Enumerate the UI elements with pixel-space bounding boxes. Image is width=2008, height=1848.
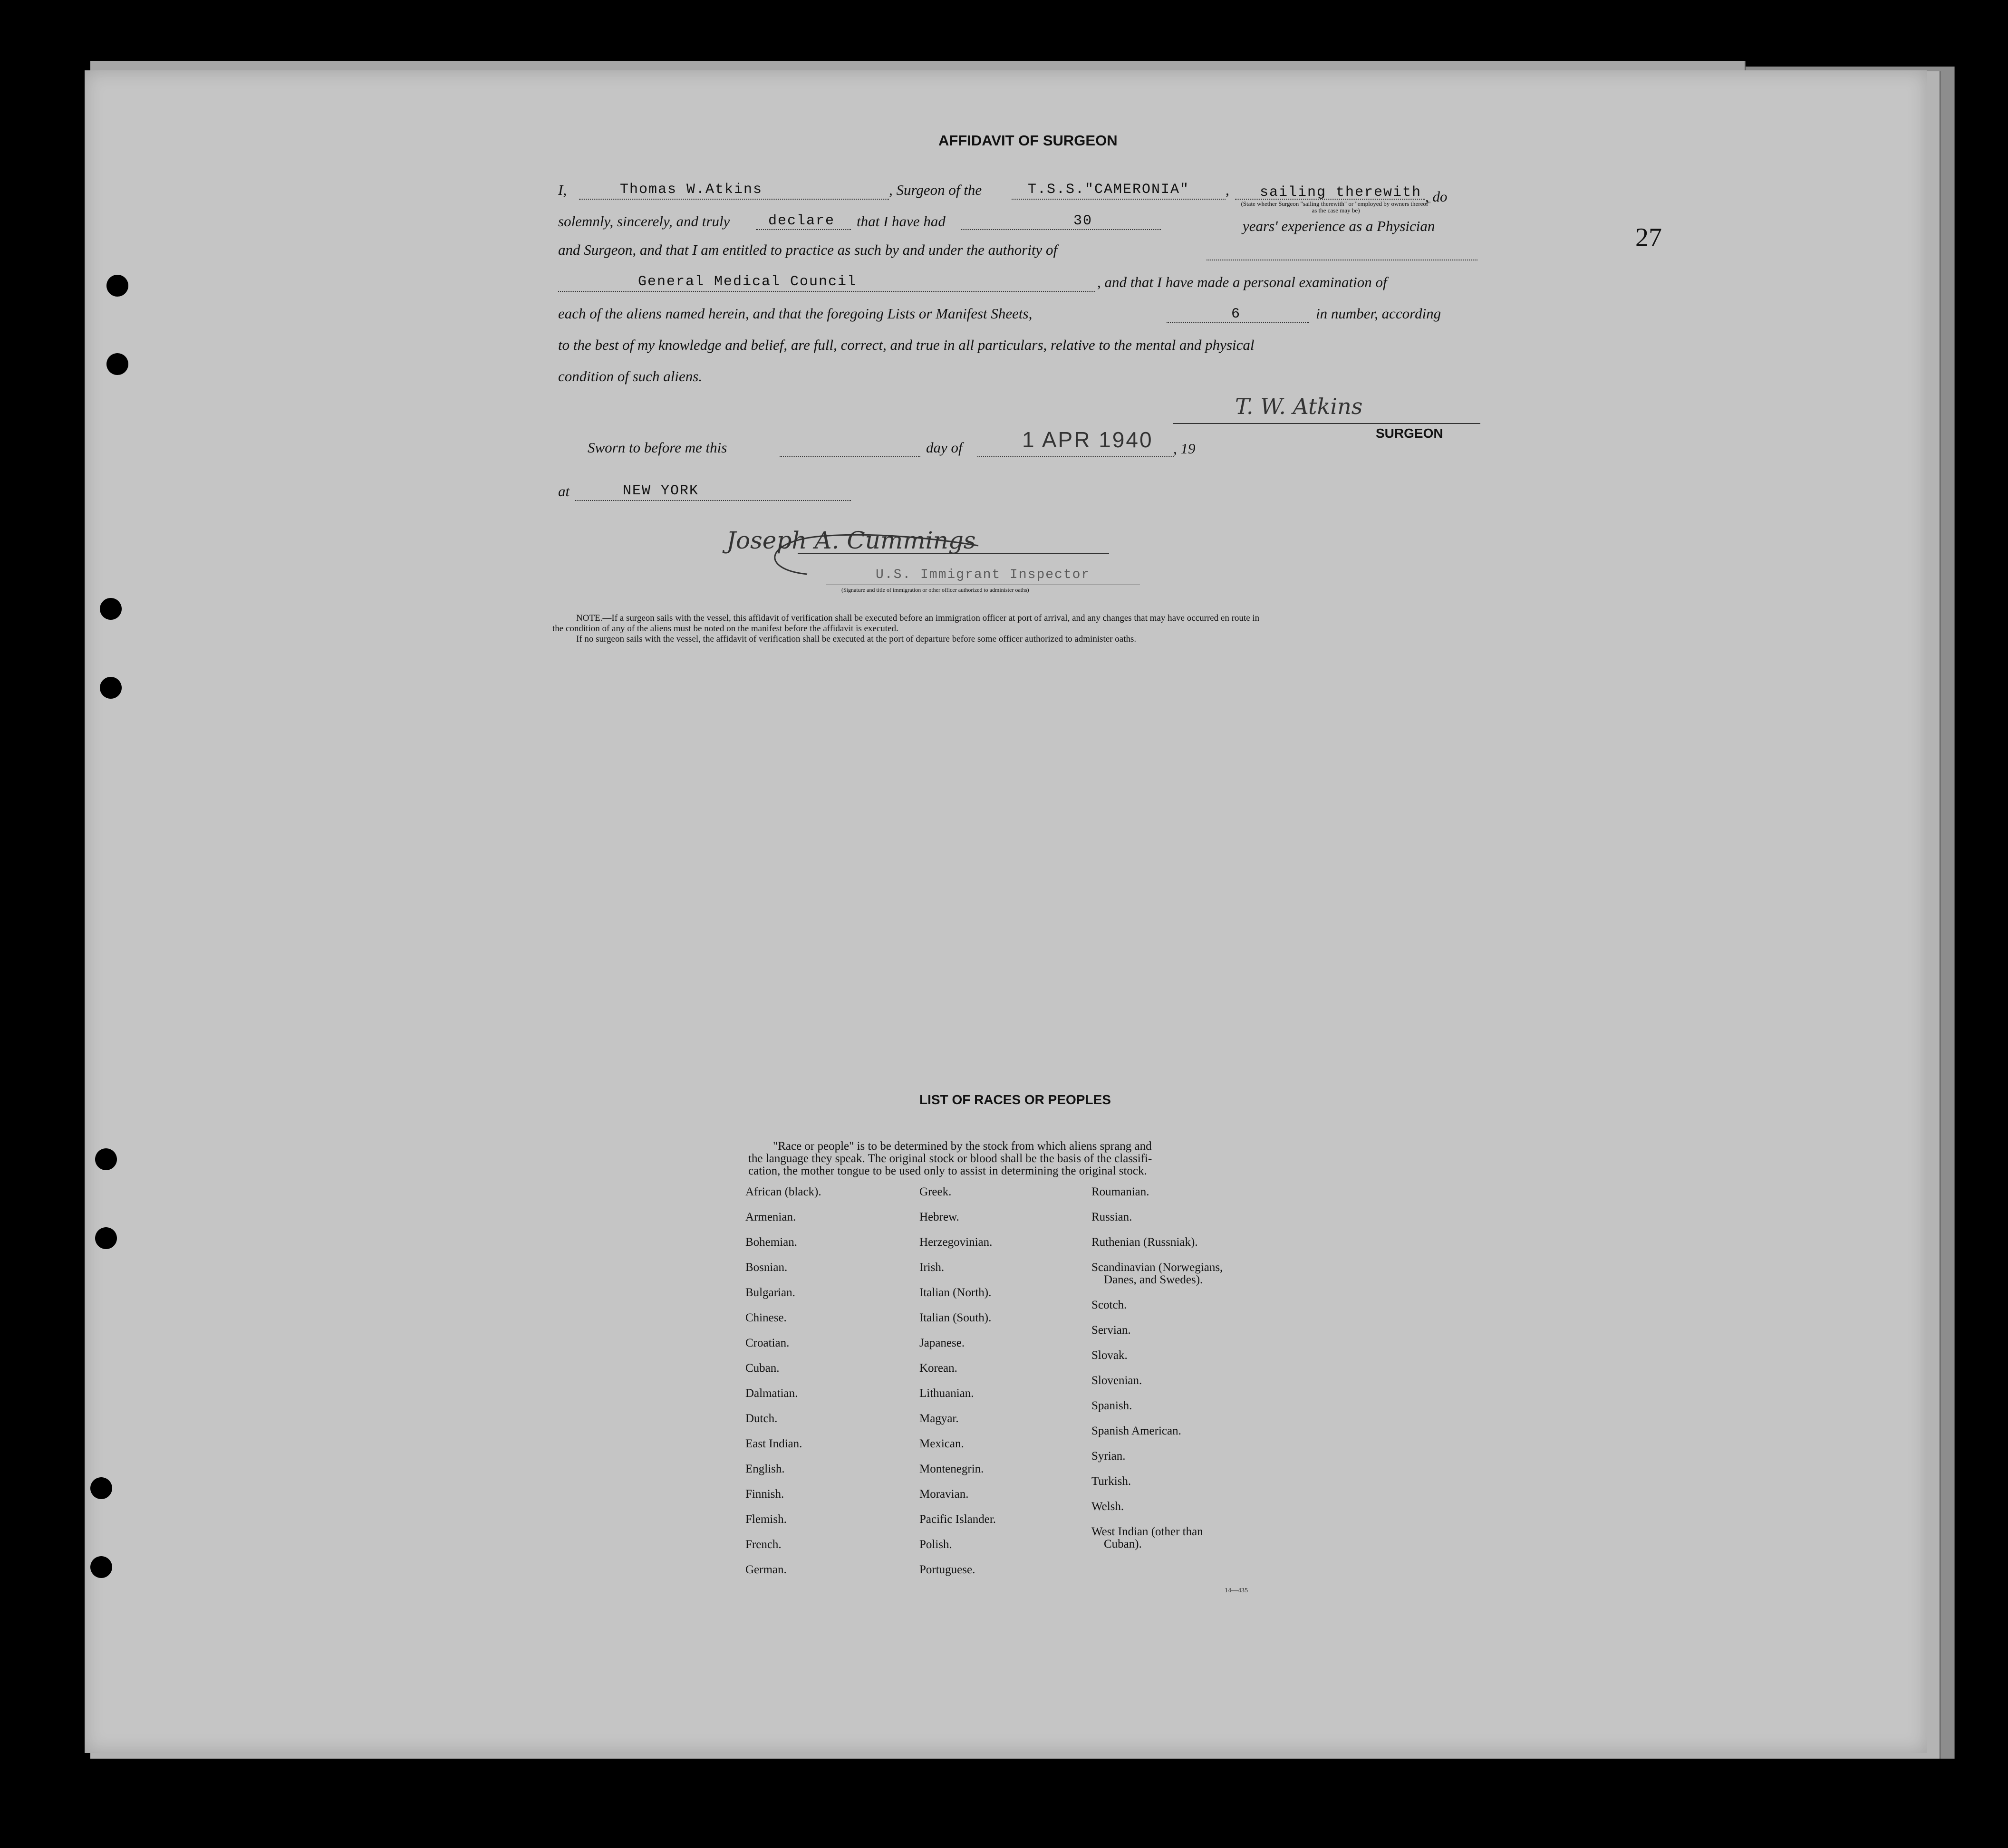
- examination-label: , and that I have made a personal examination of: [1097, 274, 1387, 290]
- race-entry: Danes, and Swedes).: [1104, 1273, 1203, 1286]
- binder-hole: [106, 275, 128, 297]
- race-entry: Japanese.: [919, 1337, 965, 1349]
- race-entry: Dutch.: [745, 1412, 778, 1425]
- year-prefix: , 19: [1173, 440, 1196, 457]
- race-entry: Herzegovinian.: [919, 1236, 993, 1249]
- races-intro-1: "Race or people" is to be determined by the stock from which aliens sprang and: [773, 1140, 1152, 1153]
- do-label: , do: [1425, 188, 1448, 205]
- have-had-label: that I have had: [857, 213, 946, 230]
- race-entry: Bohemian.: [745, 1236, 798, 1249]
- affidavit-title: AFFIDAVIT OF SURGEON: [938, 132, 1118, 149]
- race-entry: Magyar.: [919, 1412, 959, 1425]
- race-entry: Dalmatian.: [745, 1387, 798, 1400]
- date-stamp: 1 APR 1940: [1022, 427, 1153, 452]
- races-intro-2: the language they speak. The original stock or blood shall be the basis of the classifi-: [748, 1152, 1152, 1165]
- race-entry: Spanish.: [1091, 1399, 1132, 1412]
- race-entry: Roumanian.: [1091, 1185, 1149, 1198]
- race-entry: Turkish.: [1091, 1475, 1131, 1488]
- race-entry: Finnish.: [745, 1488, 784, 1501]
- race-entry: Welsh.: [1091, 1500, 1124, 1513]
- binder-hole: [95, 1148, 117, 1170]
- race-entry: Ruthenian (Russniak).: [1091, 1236, 1198, 1249]
- binder-hole: [95, 1227, 117, 1249]
- race-entry: Pacific Islander.: [919, 1513, 996, 1526]
- binder-hole: [106, 353, 128, 375]
- race-entry: Russian.: [1091, 1211, 1132, 1223]
- race-entry: Hebrew.: [919, 1211, 959, 1223]
- race-entry: Korean.: [919, 1362, 957, 1375]
- knowledge-line: to the best of my knowledge and belief, are full, correct, and true in all particulars, relative to the mental and physical: [558, 337, 1255, 353]
- sailing-note: (State whether Surgeon "sailing therewith" or "employed by owners thereof" as the case may be): [1241, 200, 1431, 214]
- race-entry: Chinese.: [745, 1311, 787, 1324]
- race-entry: African (black).: [745, 1185, 821, 1198]
- race-entry: Bosnian.: [745, 1261, 788, 1274]
- ship-name: T.S.S."CAMERONIA": [1028, 182, 1190, 198]
- race-entry: Scandinavian (Norwegians,: [1091, 1261, 1223, 1274]
- page-number: 27: [1635, 223, 1662, 252]
- surgeon-name: Thomas W.Atkins: [620, 182, 763, 198]
- races-title: LIST OF RACES OR PEOPLES: [919, 1092, 1111, 1107]
- manifest-line: each of the aliens named herein, and that the foregoing Lists or Manifest Sheets,: [558, 305, 1033, 322]
- race-entry: Portuguese.: [919, 1563, 975, 1576]
- form-number: 14—435: [1225, 1587, 1248, 1594]
- race-entry: Cuban.: [745, 1362, 780, 1375]
- race-entry: Flemish.: [745, 1513, 787, 1526]
- surgeon-title: SURGEON: [1376, 426, 1443, 441]
- race-entry: Italian (South).: [919, 1311, 992, 1324]
- race-entry: Irish.: [919, 1261, 945, 1274]
- race-entry: East Indian.: [745, 1437, 802, 1450]
- document-page: 27 AFFIDAVIT OF SURGEON I, Thomas W.Atkins , Surgeon of the T.S.S."CAMERONIA" , sailing therewith , do (State whether Surgeon "sailing therewith" or "employed by owners thereof" as the case may be) solemnly, sincerely, and truly declare that I have had 30 years' experience as a Physician and Surgeon, and that I am entitled to practice as such by and under the authority of General Medical Council , and that I have made a personal examination of each of the aliens named herein, and that the foregoing Lists or Manifest Sheets, 6 in number, according to the best of my knowledge and belief, are full, correct, and true in all particulars, relative to the mental and physical condition of such aliens. T. W. Atkins SURGEON Sworn to before me this day of 1 APR 1940 , 19 at NEW YORK Joseph A. Cummings U.S. Immigrant Inspector (Signature and title of immigration or other officer authorized to administer oaths) NOTE.—If a surgeon sails with the vessel, this affidavit of verification shall be executed before an immigration officer at port of arrival, and any changes that may have occurred en route in the condition of any of the aliens must be noted on the manifest before the affidavit is executed. If no surgeon sails with the vessel, the affidavit of verification shall be executed at the port of departure before some officer authorized to administer oaths. LIST OF RACES OR PEOPLES "Race or people" is to be determined by the stock from which aliens sprang and the language they speak. The original stock or blood shall be the basis of the classifi- cation, the mother tongue to be used only to assist in determining the original stock. African (black). Armenian. Bohemian. Bosnian. Bulgarian. Chinese. Croatian. Cuban. Dalmatian. Dutch. East Indian. English. Finnish. Flemish. French. German. Greek. Hebrew. Herzegovinian. Irish. Italian (North). Italian (South). Japanese. Korean. Lithuanian. Magyar. Mexican. Montenegrin. Moravian. Pacific Islander. Polish. Portuguese. Roumanian. Russian. Ruthenian (Russniak). Scandinavian (Norwegians, Danes, and Swedes). Scotch. Servian. Slovak. Slovenian. Spanish. Spanish American. Syrian. Turkish. Welsh. West Indian (other than Cuban). 14—435: [85, 70, 1927, 1753]
- races-intro-3: cation, the mother tongue to be used only to assist in determining the original stock.: [748, 1165, 1147, 1177]
- surgeon-signature: T. W. Atkins: [1235, 394, 1363, 419]
- authority-line: and Surgeon, and that I am entitled to practice as such by and under the authority of: [558, 241, 1058, 258]
- race-entry: Moravian.: [919, 1488, 969, 1501]
- race-entry: Spanish American.: [1091, 1424, 1181, 1437]
- race-entry: Servian.: [1091, 1324, 1131, 1337]
- in-number-label: in number, according: [1316, 305, 1441, 322]
- inspector-signature: Joseph A. Cummings: [726, 527, 976, 554]
- race-entry: West Indian (other than: [1091, 1525, 1203, 1538]
- binder-hole: [90, 1477, 112, 1499]
- signature-caption: (Signature and title of immigration or other officer authorized to administer oaths): [841, 587, 1029, 593]
- at-label: at: [558, 483, 570, 500]
- surgeon-of-label: , Surgeon of the: [889, 182, 982, 198]
- binder-hole: [100, 677, 122, 699]
- sheets-value: 6: [1231, 306, 1241, 322]
- race-entry: Greek.: [919, 1185, 952, 1198]
- race-entry: Bulgarian.: [745, 1286, 795, 1299]
- note-line-2: the condition of any of the aliens must be noted on the manifest before the affidavit is executed.: [552, 624, 898, 634]
- i-label: I,: [558, 182, 567, 198]
- inspector-title: U.S. Immigrant Inspector: [876, 568, 1091, 582]
- race-entry: French.: [745, 1538, 782, 1551]
- years-label: years' experience as a Physician: [1243, 218, 1435, 234]
- race-entry: Mexican.: [919, 1437, 964, 1450]
- race-entry: Slovak.: [1091, 1349, 1128, 1362]
- binder-hole: [90, 1556, 112, 1578]
- day-of-label: day of: [926, 439, 963, 456]
- authority-value: General Medical Council: [638, 274, 857, 290]
- race-entry: Syrian.: [1091, 1450, 1126, 1463]
- race-entry: English.: [745, 1463, 785, 1475]
- race-entry: Armenian.: [745, 1211, 796, 1223]
- race-entry: Slovenian.: [1091, 1374, 1142, 1387]
- race-entry: German.: [745, 1563, 787, 1576]
- race-entry: Polish.: [919, 1538, 952, 1551]
- race-entry: Croatian.: [745, 1337, 790, 1349]
- place-value: NEW YORK: [623, 483, 699, 499]
- sworn-label: Sworn to before me this: [588, 439, 727, 456]
- note-line-1: NOTE.—If a surgeon sails with the vessel, this affidavit of verification shall be executed before an immigration officer at port of arrival, and any changes that may have occurred en route in: [576, 613, 1260, 623]
- solemnly-label: solemnly, sincerely, and truly: [558, 213, 730, 230]
- race-entry: Italian (North).: [919, 1286, 992, 1299]
- declare-value: declare: [768, 213, 835, 229]
- sailing-status: sailing therewith: [1260, 184, 1422, 201]
- race-entry: Montenegrin.: [919, 1463, 984, 1475]
- race-entry: Scotch.: [1091, 1299, 1127, 1311]
- race-entry: Lithuanian.: [919, 1387, 974, 1400]
- condition-line: condition of such aliens.: [558, 368, 703, 385]
- years-value: 30: [1073, 213, 1093, 229]
- race-entry: Cuban).: [1104, 1538, 1142, 1550]
- note-line-3: If no surgeon sails with the vessel, the affidavit of verification shall be executed at the port of departure before some officer authorized to administer oaths.: [576, 634, 1137, 644]
- binder-hole: [100, 598, 122, 620]
